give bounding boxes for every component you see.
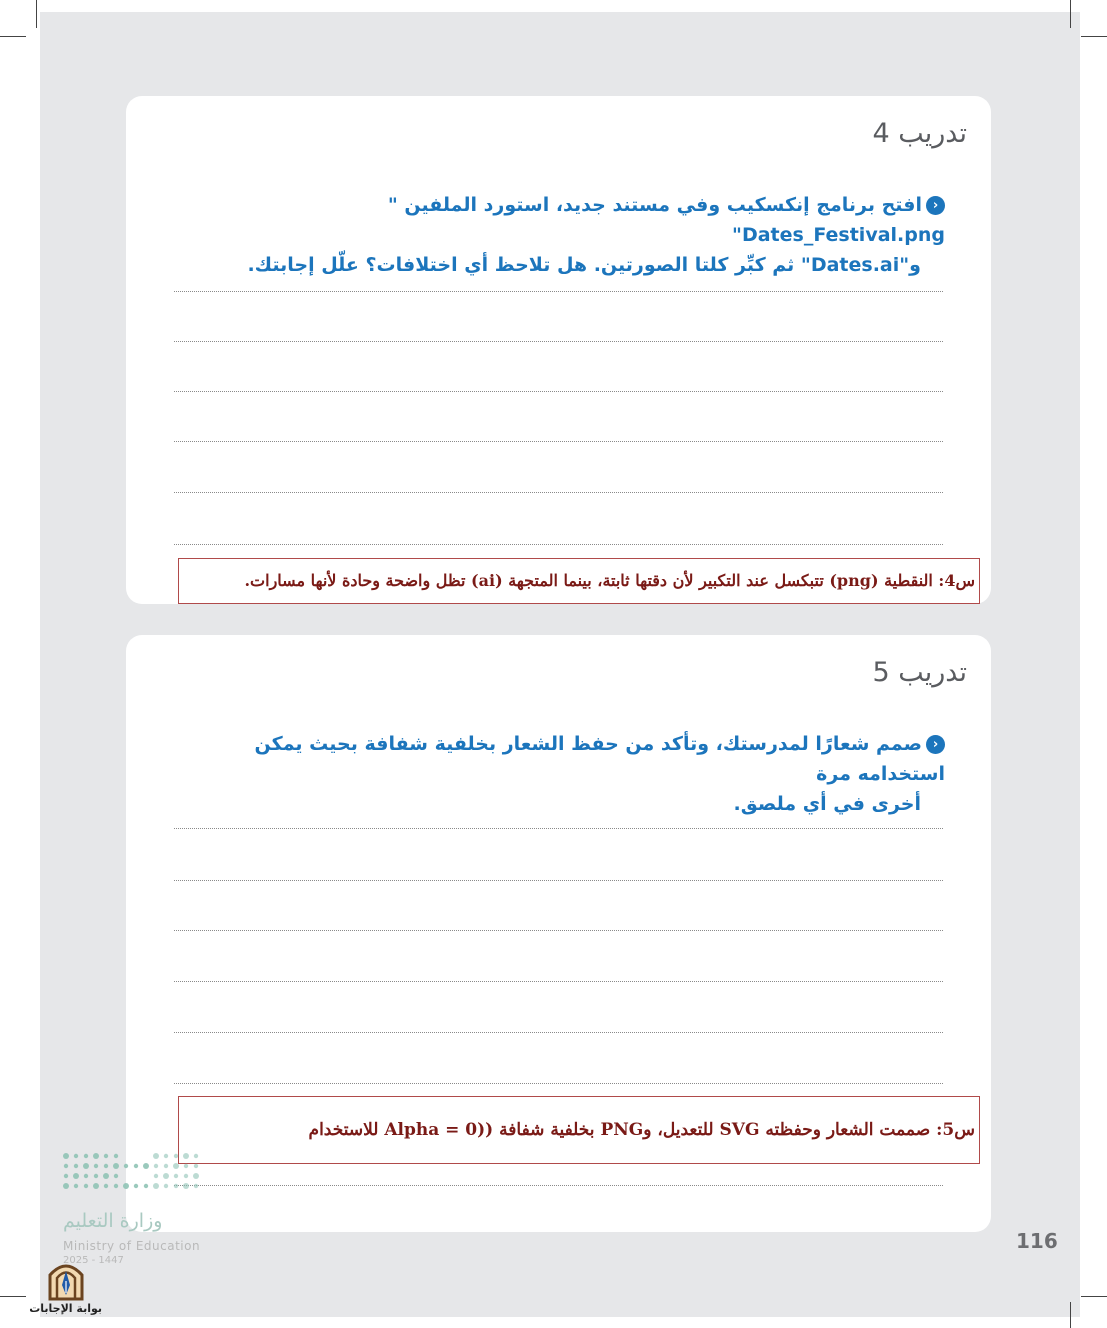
answer-line [174, 1083, 943, 1084]
bullet-chevron-icon: ‹ [926, 735, 945, 754]
exercise-5-question-line-1: ‹صمم شعارًا لمدرستك، وتأكد من حفظ الشعار بخلفية شفافة بحيث يمكن استخدامه مرة [254, 733, 945, 785]
ministry-year: 2025 - 1447 [63, 1255, 124, 1266]
answer-line [174, 391, 943, 392]
page-number: 116 [1016, 1229, 1058, 1253]
answer-line [174, 492, 943, 493]
crop-mark [1070, 0, 1071, 28]
answer-line [174, 441, 943, 442]
exercise-4-title: تدريب 4 [872, 118, 967, 149]
crop-mark [36, 0, 37, 28]
exercise-5-question-line-2: أخرى في أي ملصق. [733, 793, 921, 815]
answer-line [174, 880, 943, 881]
crop-mark [0, 1296, 26, 1297]
answer-line [174, 1032, 943, 1033]
exercise-4-card [126, 96, 991, 604]
crop-mark [0, 36, 26, 37]
exercise-5-card [126, 635, 991, 1232]
answer-line [174, 1185, 943, 1186]
answer-line [174, 341, 943, 342]
exercise-4-question [172, 190, 945, 280]
exercise-4-question-line-2: و"Dates.ai" ثم كبِّر كلتا الصورتين. هل تلاحظ أي اختلافات؟ علّل إجابتك. [247, 254, 921, 276]
ministry-dots-icon [60, 1150, 200, 1200]
ministry-name-arabic: وزارة التعليم [63, 1210, 163, 1232]
crop-mark [1070, 1302, 1071, 1328]
crop-mark [1081, 36, 1107, 37]
answer-line [174, 930, 943, 931]
answer-line [174, 828, 943, 829]
portal-name: بوابة الإجابات [29, 1302, 102, 1315]
exercise-5-question [172, 729, 945, 819]
answer-line [174, 981, 943, 982]
crop-mark [1081, 1296, 1107, 1297]
mosque-pen-icon [30, 1255, 102, 1301]
ministry-name-english: Ministry of Education [63, 1239, 201, 1253]
answer-line [174, 291, 943, 292]
answer-line [174, 544, 943, 545]
exercise-5-title: تدريب 5 [872, 657, 967, 688]
exercise-4-answer[interactable]: س4: النقطية (png) تتبكسل عند التكبير لأن دقتها ثابتة، بينما المتجهة (ai) تظل واضحة وحادة لأنها مسارات. [178, 558, 980, 604]
answers-portal-logo [30, 1255, 102, 1319]
exercise-4-question-line-1: ‹افتح برنامج إنكسكيب وفي مستند جديد، استورد الملفين " Dates_Festival.png" [387, 194, 945, 246]
bullet-chevron-icon: ‹ [926, 196, 945, 215]
exercise-5-answer[interactable]: س5: صممت الشعار وحفظته SVG للتعديل، وPNG بخلفية شفافة ((Alpha = 0 للاستخدام [178, 1096, 980, 1164]
